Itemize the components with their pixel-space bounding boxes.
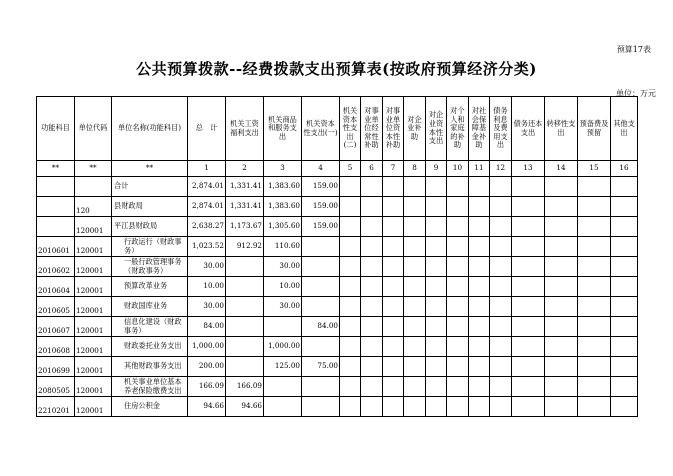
unit-name-cell: 机关事业单位基本养老保险缴费支出: [112, 377, 188, 397]
empty-cell: [404, 177, 426, 197]
empty-cell: [361, 217, 383, 237]
empty-cell: [578, 177, 611, 197]
empty-cell: [361, 177, 383, 197]
amount-cell: [302, 277, 340, 297]
empty-cell: [611, 317, 638, 337]
empty-cell: [404, 377, 426, 397]
empty-cell: [512, 277, 545, 297]
empty-cell: [490, 377, 512, 397]
empty-cell: [578, 357, 611, 377]
empty-cell: [611, 257, 638, 277]
empty-cell: [512, 397, 545, 417]
empty-cell: [447, 257, 469, 277]
unit-code-cell: 120001: [75, 257, 112, 277]
unit-name-cell: 财政国库业务: [112, 297, 188, 317]
empty-cell: [490, 357, 512, 377]
empty-cell: [426, 237, 447, 257]
empty-cell: [611, 197, 638, 217]
amount-cell: 30.00: [264, 297, 302, 317]
empty-cell: [545, 197, 578, 217]
table-row: [37, 197, 638, 217]
header-cell: 对企业资本性支出: [426, 97, 447, 161]
func-code-cell: [37, 217, 75, 237]
header-cell: 对事业单位经常性补助: [361, 97, 383, 161]
amount-cell: 75.00: [302, 357, 340, 377]
amount-cell: [302, 397, 340, 417]
index-cell: 14: [545, 161, 578, 177]
table-row: [37, 377, 638, 397]
unit-name-cell: 行政运行（财政事务）: [112, 237, 188, 257]
index-cell: 13: [512, 161, 545, 177]
empty-cell: [490, 397, 512, 417]
empty-cell: [340, 257, 361, 277]
index-cell: 15: [578, 161, 611, 177]
empty-cell: [545, 177, 578, 197]
empty-cell: [447, 317, 469, 337]
amount-cell: [226, 317, 264, 337]
empty-cell: [447, 217, 469, 237]
header-cell: 债务还本支出: [512, 97, 545, 161]
empty-cell: [469, 397, 490, 417]
empty-cell: [447, 177, 469, 197]
empty-cell: [545, 257, 578, 277]
empty-cell: [383, 357, 404, 377]
empty-cell: [447, 297, 469, 317]
table-row: [37, 217, 638, 237]
header-cell: 机关资本性支出(二): [340, 97, 361, 161]
index-cell: **: [112, 161, 188, 177]
empty-cell: [611, 337, 638, 357]
empty-cell: [383, 397, 404, 417]
empty-cell: [404, 297, 426, 317]
amount-cell: 30.00: [188, 297, 226, 317]
empty-cell: [545, 297, 578, 317]
empty-cell: [361, 357, 383, 377]
empty-cell: [426, 257, 447, 277]
amount-cell: 2,638.27: [188, 217, 226, 237]
func-code-cell: 2010605: [37, 297, 75, 317]
empty-cell: [469, 337, 490, 357]
amount-cell: 2,874.01: [188, 197, 226, 217]
unit-code-cell: 120001: [75, 377, 112, 397]
unit-code-cell: 120001: [75, 277, 112, 297]
empty-cell: [578, 397, 611, 417]
empty-cell: [490, 257, 512, 277]
empty-cell: [578, 337, 611, 357]
empty-cell: [404, 217, 426, 237]
empty-cell: [447, 377, 469, 397]
empty-cell: [404, 257, 426, 277]
empty-cell: [447, 277, 469, 297]
index-cell: 8: [404, 161, 426, 177]
empty-cell: [469, 197, 490, 217]
empty-cell: [512, 357, 545, 377]
empty-cell: [361, 297, 383, 317]
empty-cell: [545, 317, 578, 337]
empty-cell: [490, 297, 512, 317]
amount-cell: [302, 337, 340, 357]
header-cell: 对企业补助: [404, 97, 426, 161]
index-cell: 7: [383, 161, 404, 177]
unit-code-cell: [75, 177, 112, 197]
empty-cell: [611, 237, 638, 257]
unit-name-cell: 其他财政事务支出: [112, 357, 188, 377]
unit-name-cell: 预算改革业务: [112, 277, 188, 297]
func-code-cell: 2010601: [37, 237, 75, 257]
empty-cell: [340, 277, 361, 297]
amount-cell: 159.00: [302, 177, 340, 197]
unit-name-cell: 合计: [112, 177, 188, 197]
empty-cell: [545, 357, 578, 377]
amount-cell: 159.00: [302, 217, 340, 237]
amount-cell: 94.66: [226, 397, 264, 417]
empty-cell: [469, 377, 490, 397]
func-code-cell: 2080505: [37, 377, 75, 397]
empty-cell: [340, 217, 361, 237]
empty-cell: [340, 357, 361, 377]
empty-cell: [447, 337, 469, 357]
amount-cell: 1,000.00: [188, 337, 226, 357]
empty-cell: [340, 177, 361, 197]
empty-cell: [512, 237, 545, 257]
empty-cell: [426, 217, 447, 237]
empty-cell: [469, 357, 490, 377]
amount-cell: 94.66: [188, 397, 226, 417]
empty-cell: [361, 257, 383, 277]
table-row: [37, 337, 638, 357]
empty-cell: [490, 217, 512, 237]
table-row: [37, 357, 638, 377]
index-cell: 5: [340, 161, 361, 177]
amount-cell: [226, 297, 264, 317]
amount-cell: [264, 317, 302, 337]
amount-cell: [264, 397, 302, 417]
empty-cell: [447, 397, 469, 417]
table-row: [37, 277, 638, 297]
empty-cell: [383, 337, 404, 357]
unit-code-cell: 120001: [75, 357, 112, 377]
budget-table: [36, 96, 638, 417]
empty-cell: [404, 337, 426, 357]
index-cell: 2: [226, 161, 264, 177]
amount-cell: 1,383.60: [264, 197, 302, 217]
amount-cell: 912.92: [226, 237, 264, 257]
empty-cell: [611, 397, 638, 417]
amount-cell: 166.09: [188, 377, 226, 397]
page-title: 公共预算拨款--经费拨款支出预算表(按政府预算经济分类): [136, 60, 537, 78]
empty-cell: [404, 317, 426, 337]
empty-cell: [469, 237, 490, 257]
empty-cell: [611, 297, 638, 317]
amount-cell: 30.00: [188, 257, 226, 277]
empty-cell: [404, 237, 426, 257]
empty-cell: [383, 317, 404, 337]
empty-cell: [383, 377, 404, 397]
empty-cell: [426, 397, 447, 417]
amount-cell: 166.09: [226, 377, 264, 397]
index-cell: 12: [490, 161, 512, 177]
empty-cell: [578, 217, 611, 237]
empty-cell: [361, 237, 383, 257]
empty-cell: [578, 277, 611, 297]
empty-cell: [426, 337, 447, 357]
amount-cell: 10.00: [188, 277, 226, 297]
amount-cell: [226, 357, 264, 377]
empty-cell: [512, 377, 545, 397]
index-cell: 1: [188, 161, 226, 177]
index-cell: 9: [426, 161, 447, 177]
empty-cell: [383, 177, 404, 197]
empty-cell: [426, 177, 447, 197]
func-code-cell: 2010602: [37, 257, 75, 277]
empty-cell: [512, 317, 545, 337]
index-cell: **: [37, 161, 75, 177]
func-code-cell: 2010607: [37, 317, 75, 337]
header-cell: 机关商品和服务支出: [264, 97, 302, 161]
header-cell: 总 计: [188, 97, 226, 161]
empty-cell: [426, 357, 447, 377]
table-row: [37, 177, 638, 197]
empty-cell: [426, 297, 447, 317]
empty-cell: [469, 277, 490, 297]
func-code-cell: [37, 177, 75, 197]
header-cell: 单位名称(功能科目): [112, 97, 188, 161]
empty-cell: [545, 277, 578, 297]
empty-cell: [545, 237, 578, 257]
empty-cell: [361, 377, 383, 397]
empty-cell: [611, 217, 638, 237]
amount-cell: 10.00: [264, 277, 302, 297]
empty-cell: [512, 177, 545, 197]
func-code-cell: [37, 197, 75, 217]
header-cell: 对社会保障基金补助: [469, 97, 490, 161]
empty-cell: [404, 197, 426, 217]
header-cell: 其他支出: [611, 97, 638, 161]
header-cell: 机关资本性支出(一): [302, 97, 340, 161]
amount-cell: 1,331.41: [226, 197, 264, 217]
empty-cell: [383, 217, 404, 237]
unit-code-cell: 120001: [75, 297, 112, 317]
amount-cell: [264, 377, 302, 397]
unit-name-cell: 住房公积金: [112, 397, 188, 417]
amount-cell: [302, 257, 340, 277]
header-cell: 对个人和家庭的补助: [447, 97, 469, 161]
empty-cell: [361, 337, 383, 357]
empty-cell: [490, 277, 512, 297]
empty-cell: [361, 317, 383, 337]
empty-cell: [469, 177, 490, 197]
empty-cell: [611, 277, 638, 297]
empty-cell: [340, 317, 361, 337]
header-cell: 预备费及预留: [578, 97, 611, 161]
unit-code-cell: 120001: [75, 237, 112, 257]
amount-cell: 110.60: [264, 237, 302, 257]
empty-cell: [490, 177, 512, 197]
empty-cell: [383, 277, 404, 297]
header-row: [37, 97, 638, 161]
empty-cell: [578, 377, 611, 397]
empty-cell: [426, 277, 447, 297]
empty-cell: [340, 197, 361, 217]
empty-cell: [490, 337, 512, 357]
empty-cell: [447, 197, 469, 217]
empty-cell: [469, 217, 490, 237]
index-cell: 10: [447, 161, 469, 177]
unit-name-cell: 平江县财政局: [112, 217, 188, 237]
table-row: [37, 297, 638, 317]
func-code-cell: 2010699: [37, 357, 75, 377]
index-cell: **: [75, 161, 112, 177]
empty-cell: [512, 257, 545, 277]
index-cell: 6: [361, 161, 383, 177]
empty-cell: [426, 377, 447, 397]
unit-label: 单位：万元: [616, 89, 656, 98]
empty-cell: [490, 237, 512, 257]
index-cell: 16: [611, 161, 638, 177]
index-cell: 3: [264, 161, 302, 177]
empty-cell: [490, 197, 512, 217]
amount-cell: [226, 277, 264, 297]
unit-code-cell: 120: [75, 197, 112, 217]
table-row: [37, 237, 638, 257]
amount-cell: [302, 237, 340, 257]
empty-cell: [404, 397, 426, 417]
empty-cell: [469, 257, 490, 277]
amount-cell: 84.00: [188, 317, 226, 337]
amount-cell: [302, 377, 340, 397]
amount-cell: 1,331.41: [226, 177, 264, 197]
empty-cell: [383, 237, 404, 257]
amount-cell: 159.00: [302, 197, 340, 217]
empty-cell: [512, 217, 545, 237]
index-row: [37, 161, 638, 177]
empty-cell: [578, 237, 611, 257]
amount-cell: 1,173.67: [226, 217, 264, 237]
amount-cell: 2,874.01: [188, 177, 226, 197]
empty-cell: [340, 337, 361, 357]
empty-cell: [512, 337, 545, 357]
table-row: [37, 257, 638, 277]
amount-cell: 1,000.00: [264, 337, 302, 357]
amount-cell: 1,383.60: [264, 177, 302, 197]
unit-name-cell: 信息化建设（财政事务）: [112, 317, 188, 337]
empty-cell: [545, 397, 578, 417]
empty-cell: [578, 317, 611, 337]
empty-cell: [469, 297, 490, 317]
empty-cell: [426, 317, 447, 337]
empty-cell: [404, 277, 426, 297]
amount-cell: 30.00: [264, 257, 302, 277]
amount-cell: 1,023.52: [188, 237, 226, 257]
unit-name-cell: 一般行政管理事务（财政事务）: [112, 257, 188, 277]
header-cell: 债务利息及费用支出: [490, 97, 512, 161]
table-row: [37, 317, 638, 337]
empty-cell: [361, 197, 383, 217]
empty-cell: [611, 377, 638, 397]
table-row: [37, 397, 638, 417]
empty-cell: [545, 337, 578, 357]
header-cell: 功能科目: [37, 97, 75, 161]
empty-cell: [383, 197, 404, 217]
func-code-cell: 2210201: [37, 397, 75, 417]
empty-cell: [578, 257, 611, 277]
empty-cell: [361, 397, 383, 417]
empty-cell: [383, 257, 404, 277]
amount-cell: 125.00: [264, 357, 302, 377]
empty-cell: [611, 357, 638, 377]
empty-cell: [578, 297, 611, 317]
empty-cell: [340, 297, 361, 317]
empty-cell: [490, 317, 512, 337]
amount-cell: 84.00: [302, 317, 340, 337]
empty-cell: [447, 357, 469, 377]
empty-cell: [611, 177, 638, 197]
empty-cell: [578, 197, 611, 217]
amount-cell: [302, 297, 340, 317]
amount-cell: [226, 337, 264, 357]
empty-cell: [361, 277, 383, 297]
empty-cell: [545, 217, 578, 237]
unit-code-cell: 120001: [75, 397, 112, 417]
func-code-cell: 2010604: [37, 277, 75, 297]
empty-cell: [469, 317, 490, 337]
header-cell: 单位代码: [75, 97, 112, 161]
unit-name-cell: 县财政局: [112, 197, 188, 217]
empty-cell: [545, 377, 578, 397]
header-cell: 对事业单位资本性补助: [383, 97, 404, 161]
empty-cell: [512, 197, 545, 217]
empty-cell: [404, 357, 426, 377]
unit-code-cell: 120001: [75, 317, 112, 337]
form-number: 预算17表: [616, 45, 651, 54]
header-cell: 转移性支出: [545, 97, 578, 161]
func-code-cell: 2010608: [37, 337, 75, 357]
amount-cell: [226, 257, 264, 277]
header-cell: 机关工资福利支出: [226, 97, 264, 161]
empty-cell: [340, 237, 361, 257]
empty-cell: [426, 197, 447, 217]
empty-cell: [383, 297, 404, 317]
empty-cell: [340, 397, 361, 417]
amount-cell: 1,305.60: [264, 217, 302, 237]
unit-code-cell: 120001: [75, 217, 112, 237]
unit-code-cell: 120001: [75, 337, 112, 357]
empty-cell: [340, 377, 361, 397]
amount-cell: 200.00: [188, 357, 226, 377]
empty-cell: [447, 237, 469, 257]
index-cell: 11: [469, 161, 490, 177]
index-cell: 4: [302, 161, 340, 177]
unit-name-cell: 财政委托业务支出: [112, 337, 188, 357]
empty-cell: [512, 297, 545, 317]
